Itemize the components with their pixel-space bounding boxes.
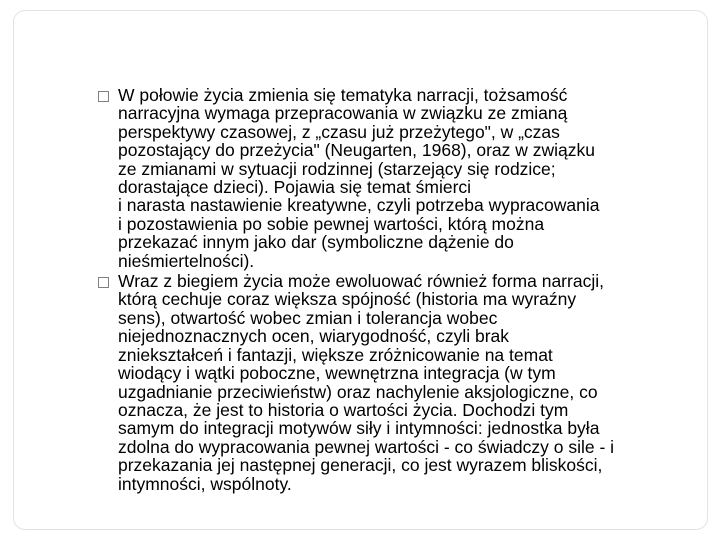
bullet-text-2: Wraz z biegiem życia może ewoluować również forma narracji, którą cechuje coraz większa spójność (historia ma wyraźny sens), otwartość wobec zmian i tolerancja wobec niejednoznacznych ocen, wiarygodność, czyli brak zniekształceń i fantazji, większe zróżnicowanie na temat wiodący i wątki poboczne, wewnętrzna integracja (w tym uzgadnianie przeciwieństw) oraz nachylenie aksjologiczne, co oznacza, że jest to historia o wartości życia. Dochodzi tym samym do integracji motywów siły i intymności: jednostka była zdolna do wypracowania pewnej wartości - co świadczy o sile - i przekazania jej następnej generacji, co jest wyrazem bliskości, intymności, wspólnoty. (118, 271, 615, 494)
bullet-text-1: W połowie życia zmienia się tematyka narracji, tożsamość narracyjna wymaga przepracowania w związku ze zmianą perspektywy czasowej, z „czasu już przeżytego", w „czas pozostający do przeżycia" (Neugarten, 1968), oraz w związku ze zmianami w sytuacji rodzinnej (starzejący się rodzice; dorastające dzieci). Pojawia się temat śmierci i narasta nastawienie kreatywne, czyli potrzeba wypracowania i pozostawienia po sobie pewnej wartości, którą można przekazać innym jako dar (symboliczne dążenie do nieśmiertelności). (118, 85, 600, 271)
square-bullet-icon (98, 91, 109, 102)
bullet-item-1 (98, 86, 698, 270)
bullet-list (98, 86, 698, 495)
square-bullet-icon (98, 277, 109, 288)
bullet-item-2 (98, 272, 698, 493)
